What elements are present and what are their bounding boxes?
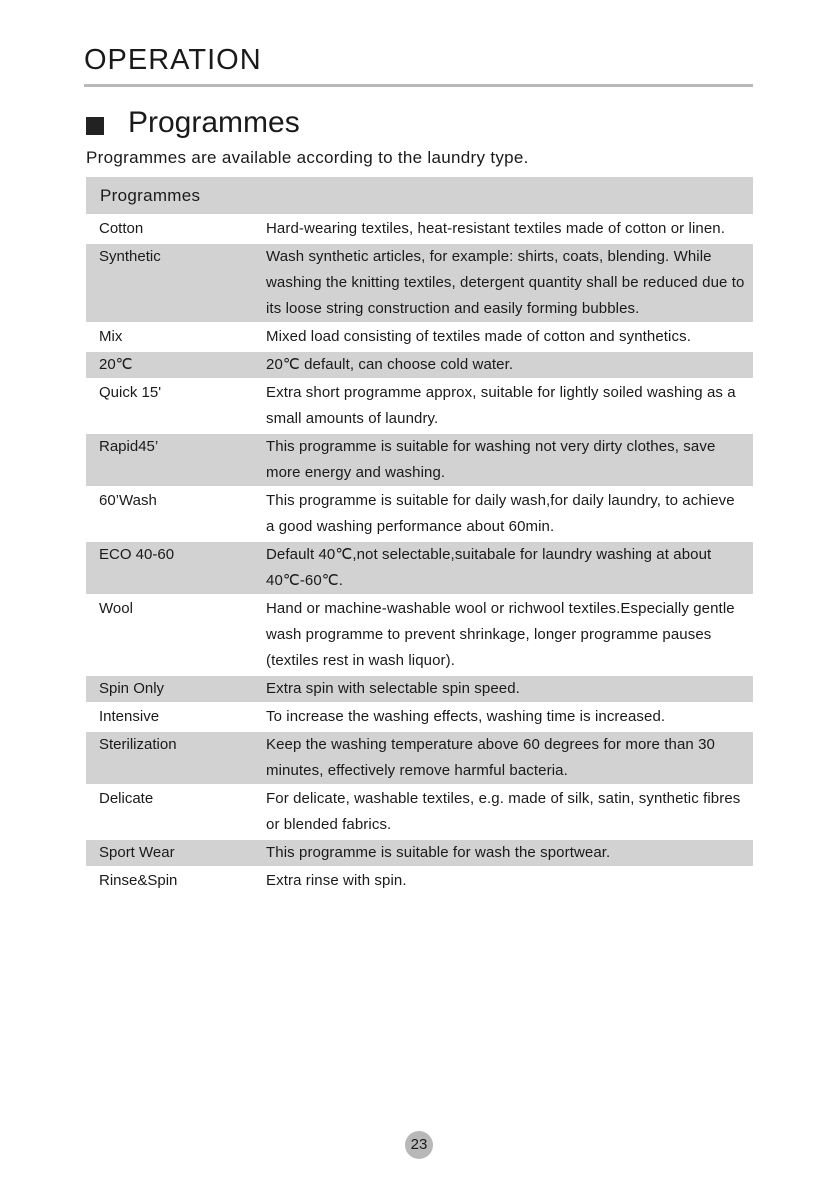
programme-description: Hard-wearing textiles, heat-resistant textiles made of cotton or linen. xyxy=(266,220,725,237)
table-row xyxy=(86,732,753,784)
programme-name: Rinse&Spin xyxy=(99,872,178,889)
table-row xyxy=(86,868,753,894)
programme-description: Keep the washing temperature above 60 degrees for more than 30 minutes, effectively remove harmful bacteria. xyxy=(266,736,715,779)
table-row xyxy=(86,542,753,594)
programme-name: Cotton xyxy=(99,220,144,237)
programme-description: This programme is suitable for washing not very dirty clothes, save more energy and washing. xyxy=(266,438,716,481)
table-row xyxy=(86,488,753,540)
programme-name: Wool xyxy=(99,600,133,617)
programme-description: Extra rinse with spin. xyxy=(266,872,407,889)
programme-name: Delicate xyxy=(99,790,154,807)
section-bullet-square-icon xyxy=(86,117,104,135)
programme-name: Mix xyxy=(99,328,123,345)
programme-name: Rapid45’ xyxy=(99,438,159,455)
programme-description: This programme is suitable for wash the sportwear. xyxy=(266,844,611,861)
programme-description: Mixed load consisting of textiles made of cotton and synthetics. xyxy=(266,328,691,345)
table-row xyxy=(86,704,753,730)
programme-description: This programme is suitable for daily wash,for daily laundry, to achieve a good washing performance about 60min. xyxy=(266,492,735,535)
programme-name: ECO 40-60 xyxy=(99,546,175,563)
programme-name: Sport Wear xyxy=(99,844,175,861)
table-row xyxy=(86,352,753,378)
table-row xyxy=(86,216,753,242)
table-row xyxy=(86,676,753,702)
table-row xyxy=(86,434,753,486)
programmes-table xyxy=(86,177,753,894)
programme-description: Extra short programme approx, suitable for lightly soiled washing as a small amounts of laundry. xyxy=(266,384,736,427)
programmes-table-header xyxy=(86,177,753,214)
programme-name: Synthetic xyxy=(99,248,161,265)
header-divider xyxy=(84,84,753,87)
table-row xyxy=(86,786,753,838)
programme-description: Default 40℃,not selectable,suitabale for laundry washing at about 40℃-60℃. xyxy=(266,546,712,589)
programme-name: 20℃ xyxy=(99,356,133,373)
programme-name: Spin Only xyxy=(99,680,165,697)
section-title: Programmes xyxy=(128,106,300,139)
programmes-table-heading: Programmes xyxy=(100,185,201,205)
programme-description: To increase the washing effects, washing time is increased. xyxy=(266,708,666,725)
programme-name: Quick 15' xyxy=(99,384,162,401)
programme-description: Hand or machine-washable wool or richwool textiles.Especially gentle wash programme to prevent shrinkage, longer programme pauses (textiles rest in wash liquor). xyxy=(266,600,735,669)
programme-description: 20℃ default, can choose cold water. xyxy=(266,356,514,373)
table-row xyxy=(86,324,753,350)
table-row xyxy=(86,244,753,322)
section-intro: Programmes are available according to the laundry type. xyxy=(86,148,529,167)
table-row xyxy=(86,840,753,866)
programme-name: Sterilization xyxy=(99,736,177,753)
programme-name: 60’Wash xyxy=(99,492,157,509)
programme-description: Extra spin with selectable spin speed. xyxy=(266,680,520,697)
page-header-title: OPERATION xyxy=(84,44,262,76)
table-row xyxy=(86,596,753,674)
programme-name: Intensive xyxy=(99,708,160,725)
programme-description: Wash synthetic articles, for example: shirts, coats, blending. While washing the knitting textiles, detergent quantity shall be reduced due to its loose string construction and easily forming bubbles. xyxy=(266,248,745,317)
programmes-table-body xyxy=(86,216,753,894)
page-number-badge: 23 xyxy=(405,1131,433,1159)
table-row xyxy=(86,380,753,432)
programme-description: For delicate, washable textiles, e.g. made of silk, satin, synthetic fibres or blended fabrics. xyxy=(266,790,741,833)
